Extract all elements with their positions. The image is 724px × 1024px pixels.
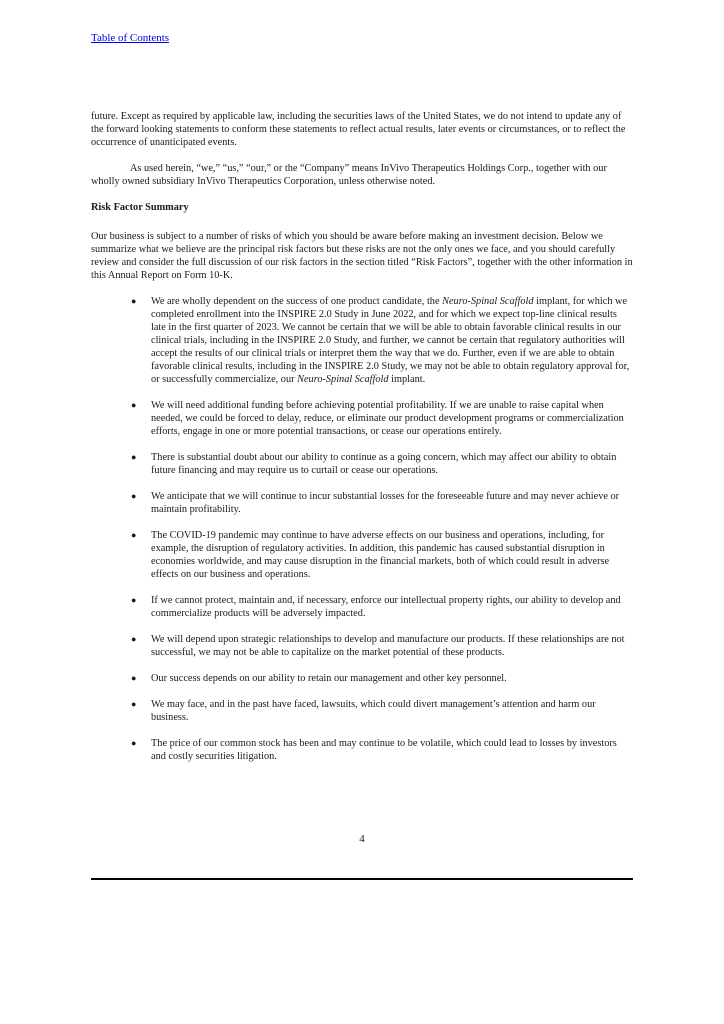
risk-text: We may face, and in the past have faced, lawsuits, which could divert management’s attention and harm our business. (151, 699, 596, 723)
risk-item (91, 451, 633, 477)
risk-text: We will depend upon strategic relationships to develop and manufacture our products. If these relationships are not successful, we may not be able to capitalize on the market potential of these products. (151, 634, 625, 658)
page-number: 4 (359, 833, 365, 845)
risk-item (91, 594, 633, 620)
risk-text: The price of our common stock has been and may continue to be volatile, which could lead to losses by investors and costly securities litigation. (151, 738, 617, 762)
bullet-icon: ● (131, 530, 137, 540)
summary-intro-paragraph: Our business is subject to a number of risks of which you should be aware before making an investment decision. Below we summarize what we believe are the principal risk factors but these risks are not the only ones we face, and you should carefully review and consider the full discussion of our risk factors in the section titled “Risk Factors”, together with the other information in this Annual Report on Form 10-K. (91, 231, 633, 281)
risk-text: There is substantial doubt about our ability to continue as a going concern, which may affect our ability to obtain future financing and may require us to curtail or cease our operations. (151, 452, 617, 476)
risk-text: We are wholly dependent on the success of one product candidate, the Neuro-Spinal Scaffold implant, for which we completed enrollment into the INSPIRE 2.0 Study in June 2022, and for which we expect top-line clinical results late in the first quarter of 2023. We cannot be certain that we will be able to obtain favorable clinical results in our clinical trials, including in the INSPIRE 2.0 Study, and further, we cannot be certain that regulatory authorities will accept the results of our clinical trials or interpret them the way that we do. Further, even if we are able to obtain favorable clinical results, including in the INSPIRE 2.0 Study, we may not be able to obtain regulatory approval for, or successfully commercialize, our Neuro-Spinal Scaffold implant. (151, 296, 630, 385)
risk-item (91, 490, 633, 516)
continuation-paragraph: future. Except as required by applicable law, including the securities laws of the United States, we do not intend to update any of the forward looking statements to conform these statements to reflect actual results, later events or circumstances, or to reflect the occurrence of unanticipated events. (91, 111, 626, 148)
bullet-icon: ● (131, 738, 137, 748)
page-divider (91, 878, 633, 880)
risk-item (91, 633, 633, 659)
risk-item (91, 399, 633, 438)
risk-item (91, 672, 633, 685)
table-of-contents-link[interactable]: Table of Contents (91, 32, 170, 44)
bullet-icon: ● (131, 400, 137, 410)
risk-item (91, 737, 633, 763)
risk-item (91, 295, 633, 386)
risk-item (91, 529, 633, 581)
definition-paragraph: As used herein, “we,” “us,” “our,” or the “Company” means InVivo Therapeutics Holdings Corp., together with our wholly owned subsidiary InVivo Therapeutics Corporation, unless otherwise noted. (91, 163, 607, 187)
risk-text: We anticipate that we will continue to incur substantial losses for the foreseeable future and may never achieve or maintain profitability. (151, 491, 620, 515)
page-content (91, 110, 633, 776)
risk-text: We will need additional funding before achieving potential profitability. If we are unable to raise capital when needed, we could be forced to delay, reduce, or eliminate our product development programs or commercialization efforts, engage in one or more potential transactions, or cease our operations entirely. (151, 400, 624, 437)
risk-text: Our success depends on our ability to retain our management and other key personnel. (151, 673, 507, 684)
bullet-icon: ● (131, 634, 137, 644)
bullet-icon: ● (131, 673, 137, 683)
risk-text: The COVID-19 pandemic may continue to have adverse effects on our business and operations, including, for example, the disruption of regulatory activities. In addition, this pandemic has caused substantial disruption in economies worldwide, and may cause disruption in the financial markets, both of which could result in adverse effects on our business and operations. (151, 530, 610, 580)
section-heading: Risk Factor Summary (91, 202, 189, 213)
bullet-icon: ● (131, 452, 137, 462)
risk-item (91, 698, 633, 724)
risk-factor-list (91, 295, 633, 763)
bullet-icon: ● (131, 595, 137, 605)
bullet-icon: ● (131, 491, 137, 501)
risk-text: If we cannot protect, maintain and, if necessary, enforce our intellectual property rights, our ability to develop and commercialize products will be adversely impacted. (151, 595, 621, 619)
bullet-icon: ● (131, 296, 137, 306)
bullet-icon: ● (131, 699, 137, 709)
